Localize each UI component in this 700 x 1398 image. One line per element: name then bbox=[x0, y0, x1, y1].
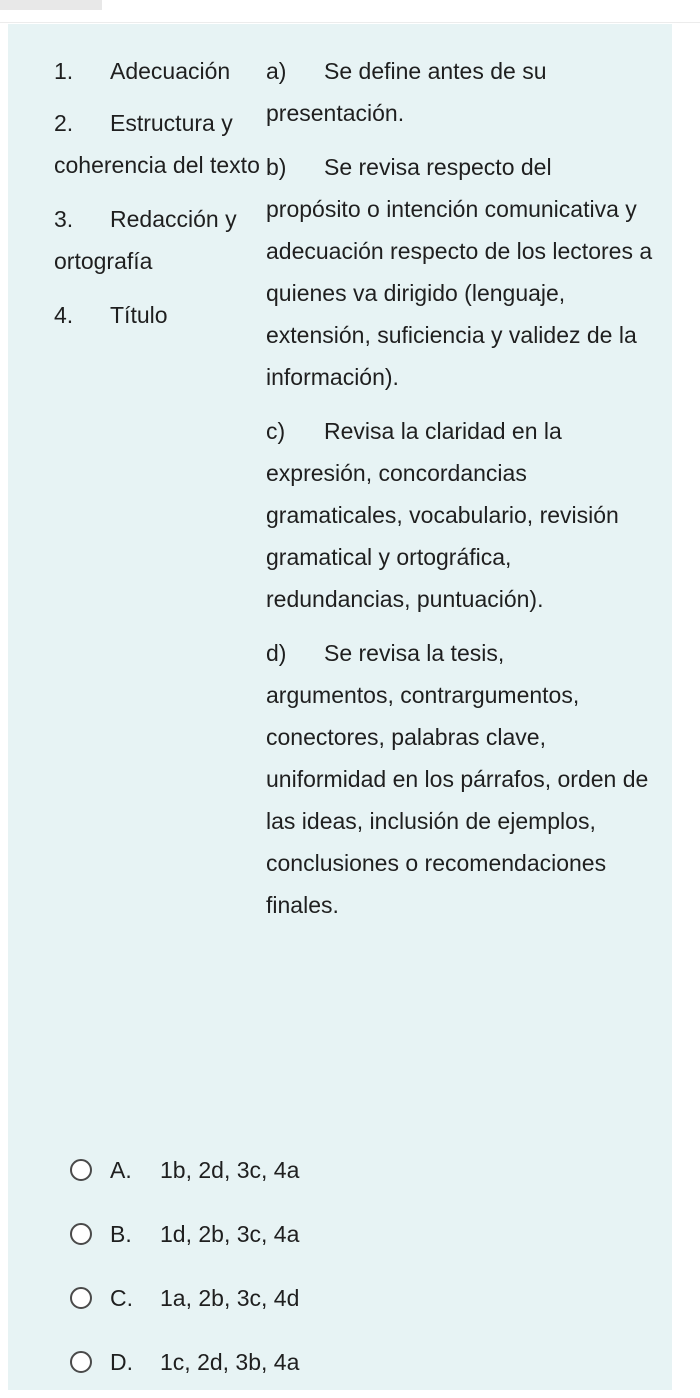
right-item-continuation: expresión, concordancias gramaticales, vocabulario, revisión gramatical y ortográfica, redundancias, puntuación). bbox=[266, 460, 619, 612]
right-item-continuation: presentación. bbox=[266, 100, 405, 126]
left-item-number: 4. bbox=[54, 302, 74, 328]
left-item-number: 1. bbox=[54, 58, 74, 84]
right-item-letter: a) bbox=[266, 58, 287, 84]
radio-button-icon[interactable] bbox=[70, 1159, 92, 1181]
right-item-continuation: argumentos, contrargumentos, conectores, palabras clave, uniformidad en los párrafos, orden de las ideas, inclusión de ejemplos, conclusiones o recomendaciones finales. bbox=[266, 682, 649, 918]
right-item-text: Se revisa respecto del bbox=[324, 154, 552, 180]
option-d[interactable] bbox=[70, 1330, 299, 1394]
option-text: 1b, 2d, 3c, 4a bbox=[160, 1156, 300, 1183]
radio-button-icon[interactable] bbox=[70, 1351, 92, 1373]
right-item-text: Se revisa la tesis, bbox=[324, 640, 505, 666]
left-item-number: 2. bbox=[54, 110, 74, 136]
question-card bbox=[8, 24, 672, 1390]
option-text: 1a, 2b, 3c, 4d bbox=[160, 1284, 300, 1311]
top-bar bbox=[0, 0, 700, 23]
left-item-continuation: ortografía bbox=[54, 248, 153, 274]
left-item-3 bbox=[54, 198, 264, 282]
right-item-d bbox=[266, 632, 656, 926]
top-tab bbox=[0, 0, 102, 10]
option-text: 1d, 2b, 3c, 4a bbox=[160, 1220, 300, 1247]
right-item-continuation: propósito o intención comunicativa y adecuación respecto de los lectores a quienes va dirigido (lenguaje, extensión, suficiencia y validez de la información). bbox=[266, 196, 653, 390]
option-letter: B. bbox=[110, 1220, 132, 1247]
answer-options bbox=[70, 1138, 299, 1394]
right-item-letter: d) bbox=[266, 640, 287, 666]
option-letter: A. bbox=[110, 1156, 132, 1183]
right-item-a bbox=[266, 50, 656, 134]
left-column bbox=[54, 50, 264, 348]
option-text: 1c, 2d, 3b, 4a bbox=[160, 1348, 300, 1375]
left-item-text: Título bbox=[110, 302, 168, 328]
left-item-2 bbox=[54, 102, 264, 186]
right-item-text: Se define antes de su bbox=[324, 58, 547, 84]
radio-button-icon[interactable] bbox=[70, 1287, 92, 1309]
left-item-continuation: coherencia del texto bbox=[54, 152, 260, 178]
right-item-text: Revisa la claridad en la bbox=[324, 418, 562, 444]
left-item-4 bbox=[54, 294, 264, 336]
left-item-text: Adecuación bbox=[110, 58, 231, 84]
left-item-text: Estructura y bbox=[110, 110, 233, 136]
option-letter: C. bbox=[110, 1284, 133, 1311]
option-letter: D. bbox=[110, 1348, 133, 1375]
right-item-letter: b) bbox=[266, 154, 287, 180]
option-b[interactable] bbox=[70, 1202, 299, 1266]
right-column bbox=[266, 50, 656, 938]
left-item-1 bbox=[54, 50, 264, 92]
option-c[interactable] bbox=[70, 1266, 299, 1330]
left-item-text: Redacción y bbox=[110, 206, 237, 232]
right-item-c bbox=[266, 410, 656, 620]
option-a[interactable] bbox=[70, 1138, 299, 1202]
right-item-b bbox=[266, 146, 656, 398]
right-item-letter: c) bbox=[266, 418, 286, 444]
radio-button-icon[interactable] bbox=[70, 1223, 92, 1245]
left-item-number: 3. bbox=[54, 206, 74, 232]
